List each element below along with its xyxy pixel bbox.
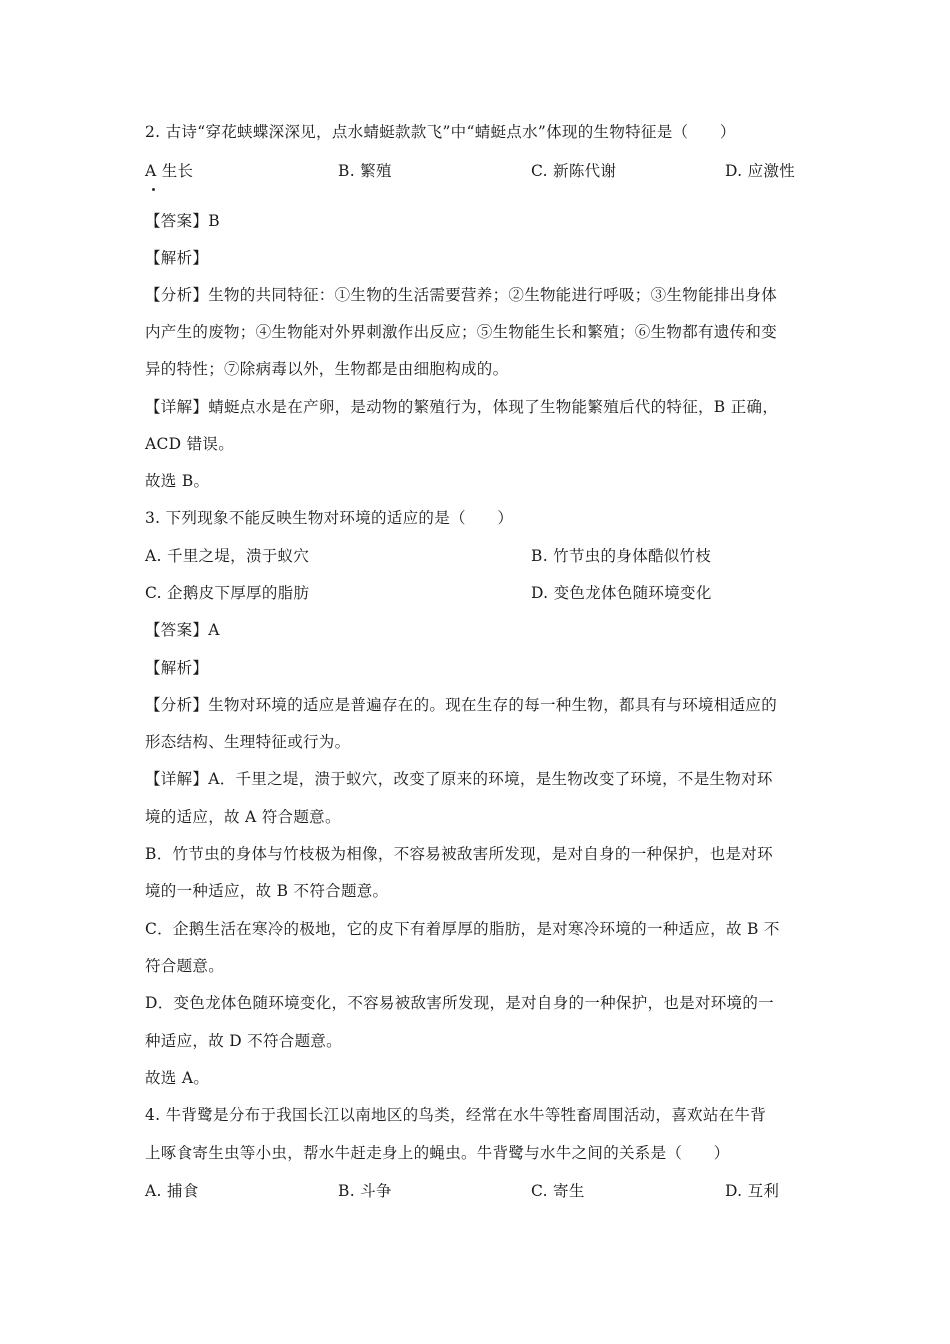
question-2-analysis-line: 异的特性；⑦除病毒以外，生物都是由细胞构成的。 [145, 360, 509, 378]
question-3-detail-line: 境的一种适应，故 B 不符合题意。 [145, 882, 389, 900]
question-3-detail-line: 种适应，故 D 不符合题意。 [145, 1032, 342, 1050]
question-3-detail-line: C．企鹅生活在寒冷的极地，它的皮下有着厚厚的脂肪，是对寒冷环境的一种适应，故 B 不 [145, 920, 780, 938]
question-4-option-b: B. 斗争 [338, 1182, 392, 1200]
question-2-conclusion: 故选 B。 [145, 472, 210, 490]
question-2-analysis-heading: 【解析】 [145, 249, 209, 267]
question-2-detail-line: 【详解】蜻蜓点水是在产卵，是动物的繁殖行为，体现了生物能繁殖后代的特征，B 正确， [145, 398, 779, 416]
question-3-detail-line: 符合题意。 [145, 957, 225, 975]
question-3-option-b: B. 竹节虫的身体酷似竹枝 [531, 547, 712, 565]
question-3-detail-line: D．变色龙体色随环境变化，不容易被敌害所发现，是对自身的一种保护，也是对环境的一 [145, 994, 774, 1012]
question-3-detail-line: B．竹节虫的身体与竹枝极为相像，不容易被敌害所发现，是对自身的一种保护，也是对环 [145, 845, 773, 863]
question-2-detail-line: ACD 错误。 [145, 435, 235, 453]
question-2-stem: 2. 古诗“穿花蛱蝶深深见，点水蜻蜓款款飞”中“蜻蜓点水”体现的生物特征是（ ） [145, 123, 736, 141]
question-3-option-a: A. 千里之堤，溃于蚁穴 [145, 547, 310, 565]
question-3-detail-line: 境的适应，故 A 符合题意。 [145, 808, 341, 826]
question-3-detail-line: 【详解】A．千里之堤，溃于蚁穴，改变了原来的环境，是生物改变了环境，不是生物对环 [145, 770, 773, 788]
question-4-stem: 4. 牛背鹭是分布于我国长江以南地区的鸟类，经常在水牛等牲畜周围活动，喜欢站在牛背 [145, 1106, 767, 1124]
question-2-analysis-line: 【分析】生物的共同特征：①生物的生活需要营养；②生物能进行呼吸；③生物能排出身体 [145, 286, 778, 304]
question-2-option-b: B. 繁殖 [338, 162, 392, 180]
stray-dot-mark [152, 188, 155, 191]
question-3-conclusion: 故选 A。 [145, 1069, 210, 1087]
question-3-answer: 【答案】A [145, 621, 220, 639]
question-2-option-c: C. 新陈代谢 [531, 162, 617, 180]
question-4-option-d: D. 互利 [725, 1182, 780, 1200]
question-3-option-c: C. 企鹅皮下厚厚的脂肪 [145, 584, 310, 602]
question-3-stem: 3. 下列现象不能反映生物对环境的适应的是（ ） [145, 509, 514, 527]
question-3-analysis-line: 【分析】生物对环境的适应是普遍存在的。现在生存的每一种生物，都具有与环境相适应的 [145, 696, 778, 714]
question-4-stem: 上啄食寄生虫等小虫，帮水牛赶走身上的蝇虫。牛背鹭与水牛之间的关系是（ ） [145, 1144, 730, 1162]
question-4-option-a: A. 捕食 [145, 1182, 199, 1200]
question-3-option-d: D. 变色龙体色随环境变化 [531, 584, 712, 602]
question-2-answer: 【答案】B [145, 212, 220, 230]
question-2-analysis-line: 内产生的废物；④生物能对外界刺激作出反应；⑤生物能生长和繁殖；⑥生物都有遗传和变 [145, 323, 778, 341]
question-4-option-c: C. 寄生 [531, 1182, 585, 1200]
question-2-option-d: D. 应激性 [725, 162, 796, 180]
question-3-analysis-line: 形态结构、生理特征或行为。 [145, 733, 351, 751]
question-2-option-a: A 生长 [145, 162, 194, 180]
question-3-analysis-heading: 【解析】 [145, 659, 209, 677]
